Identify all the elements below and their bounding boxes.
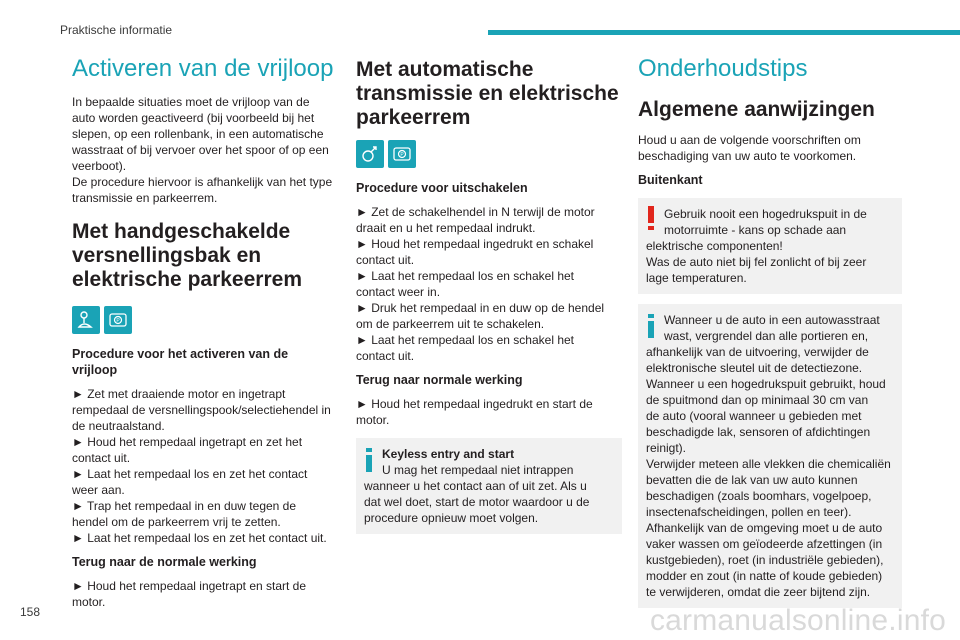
note-title: Keyless entry and start xyxy=(382,447,515,461)
column-middle xyxy=(356,58,622,542)
text-line: modder en zout (in natte of koude gebieden) xyxy=(646,569,883,583)
heading-line: transmissie en elektrische xyxy=(356,82,619,105)
procedure-title xyxy=(72,346,342,378)
intro-paragraph xyxy=(72,94,342,206)
text-line: Was de auto niet bij fel zonlicht of bij zeer xyxy=(646,255,867,269)
text-line: beschadigen (zoals boomhars, vogelpoep, xyxy=(646,489,872,503)
text-line: elektrische componenten! xyxy=(646,239,783,253)
text-line: ► Houd het rempedaal ingetrapt en zet het xyxy=(72,435,303,449)
manual-gearbox-heading xyxy=(72,220,342,292)
parking-brake-icon xyxy=(388,140,416,168)
warning-icon xyxy=(648,206,654,230)
text-line: contact uit. xyxy=(72,451,131,465)
text-line: Afhankelijk van de omgeving moet u de auto xyxy=(646,521,883,535)
icon-row xyxy=(356,140,622,168)
text-line: reinigt). xyxy=(646,441,687,455)
text-line: om de parkeerrem uit te schakelen. xyxy=(356,317,545,331)
text-line: ► Houd het rempedaal ingetrapt en start de xyxy=(72,579,307,593)
text-line: Gebruik nooit een hogedrukspuit in de xyxy=(664,207,867,221)
return-title: Terug naar de normale werking xyxy=(72,555,257,569)
text-line: Wanneer u de auto in een autowasstraat xyxy=(664,313,880,327)
text-line: weer aan. xyxy=(72,483,125,497)
heading-line: Procedure voor het activeren van de xyxy=(72,347,289,361)
text-line: de auto (vooral wanneer u gebieden met xyxy=(646,409,862,423)
heading-line: elektrische parkeerrem xyxy=(72,268,302,291)
return-steps xyxy=(72,578,342,610)
column-right xyxy=(638,50,902,616)
text-line: ► Laat het rempedaal los en zet het contact xyxy=(72,467,308,481)
text-line: ► Trap het rempedaal in en duw tegen de xyxy=(72,499,297,513)
text-line: contact uit. xyxy=(356,349,415,363)
procedure-steps xyxy=(356,204,622,364)
warning-note xyxy=(638,198,902,294)
heading-line: parkeerrem xyxy=(356,106,471,129)
text-line: te verwijderen, omdat die zeer bijtend zijn. xyxy=(646,585,871,599)
text-line: slepen, op een rollenbank, in een automatische xyxy=(72,127,324,141)
text-line: ► Druk het rempedaal in en duw op de hendel xyxy=(356,301,605,315)
heading-line: Met automatische xyxy=(356,58,534,81)
watermark: carmanualsonline.info xyxy=(649,604,946,637)
heading-line: vrijloop xyxy=(72,363,118,377)
automatic-gearbox-heading xyxy=(356,58,622,130)
gearstick-icon xyxy=(72,306,100,334)
header-accent-bar xyxy=(488,30,960,35)
text-line: Houd u aan de volgende voorschriften om xyxy=(638,133,861,147)
text-line: De procedure hiervoor is afhankelijk van het type xyxy=(72,175,333,189)
text-line: veerboot). xyxy=(72,159,127,173)
return-title: Terug naar normale werking xyxy=(356,373,523,387)
parking-brake-icon xyxy=(104,306,132,334)
text-line: beschadigde lak, sensoren of afdichtingen xyxy=(646,425,871,439)
column-left xyxy=(72,50,342,618)
info-icon xyxy=(366,448,372,472)
heading-line: versnellingsbak en xyxy=(72,244,262,267)
text-line: contact weer in. xyxy=(356,285,441,299)
text-line: ► Laat het rempedaal los en schakel het xyxy=(356,269,575,283)
intro-paragraph xyxy=(638,132,902,164)
text-line: rempedaal de versnellingspook/selectiehendel in xyxy=(72,403,331,417)
text-line: motor. xyxy=(72,595,106,609)
text-line: de spuitmond dan op minimaal 30 cm van xyxy=(646,393,869,407)
text-line: procedure opnieuw moet volgen. xyxy=(364,511,539,525)
text-line: wasstraat of bij vervoer over het spoor of op een xyxy=(72,143,329,157)
running-header: Praktische informatie xyxy=(60,23,173,37)
text-line: contact uit. xyxy=(356,253,415,267)
text-line: wanneer u het contact aan of uit zet. Als u xyxy=(364,479,587,493)
page-number: 158 xyxy=(20,605,41,619)
text-line: auto worden geactiveerd (bij voorbeeld bij het xyxy=(72,111,315,125)
procedure-steps xyxy=(72,386,342,546)
svg-text:P: P xyxy=(400,152,404,158)
text-line: ► Zet de schakelhendel in N terwijl de motor xyxy=(356,205,595,219)
text-line: motorruimte - kans op schade aan xyxy=(664,223,847,237)
outside-title: Buitenkant xyxy=(638,173,703,187)
general-guidelines-heading: Algemene aanwijzingen xyxy=(638,98,875,121)
text-line: draait en u het rempedaal indrukt. xyxy=(356,221,536,235)
section-title-freewheel: Activeren van de vrijloop xyxy=(72,55,334,82)
maintenance-title: Onderhoudstips xyxy=(638,55,808,82)
text-line: elektronische sleutel uit de detectiezone. xyxy=(646,361,863,375)
text-line: vaker wassen om geïodeerde afzettingen (in xyxy=(646,537,883,551)
info-note-keyless xyxy=(356,438,622,534)
heading-line: Met handgeschakelde xyxy=(72,220,291,243)
text-line: lage temperaturen. xyxy=(646,271,747,285)
text-line: In bepaalde situaties moet de vrijloop van de xyxy=(72,95,310,109)
text-line: de neutraalstand. xyxy=(72,419,165,433)
text-line: ► Zet met draaiende motor en ingetrapt xyxy=(72,387,286,401)
text-line: kustgebieden), roet (in industriële gebieden), xyxy=(646,553,884,567)
text-line: ► Laat het rempedaal los en schakel het xyxy=(356,333,575,347)
icon-row xyxy=(72,306,342,334)
text-line: wast, vergrendel dan alle portieren en, xyxy=(664,329,869,343)
return-steps xyxy=(356,396,622,428)
automatic-gear-icon xyxy=(356,140,384,168)
text-line: insectenafscheidingen, pollen en teer). xyxy=(646,505,852,519)
text-line: Wanneer u een hogedrukspuit gebruikt, houd xyxy=(646,377,886,391)
text-line: U mag het rempedaal niet intrappen xyxy=(382,463,574,477)
text-line: ► Laat het rempedaal los en zet het contact uit. xyxy=(72,531,327,545)
text-line: Verwijder meteen alle vlekken die chemicaliën xyxy=(646,457,891,471)
text-line: transmissie en parkeerrem. xyxy=(72,191,218,205)
text-line: ► Houd het rempedaal ingedrukt en schakel xyxy=(356,237,594,251)
text-line: beschadiging van uw auto te voorkomen. xyxy=(638,149,857,163)
info-icon xyxy=(648,314,654,338)
procedure-title: Procedure voor uitschakelen xyxy=(356,181,528,195)
text-line: motor. xyxy=(356,413,390,427)
text-line: bevatten die de lak van uw auto kunnen xyxy=(646,473,858,487)
text-line: ► Houd het rempedaal ingedrukt en start de xyxy=(356,397,593,411)
text-line: hendel om de parkeerrem vrij te zetten. xyxy=(72,515,281,529)
text-line: afhankelijk van de uitvoering, verwijder de xyxy=(646,345,869,359)
text-line: dat wel doet, start de motor waardoor u de xyxy=(364,495,590,509)
info-note-carwash xyxy=(638,304,902,608)
svg-text:P: P xyxy=(116,318,120,324)
